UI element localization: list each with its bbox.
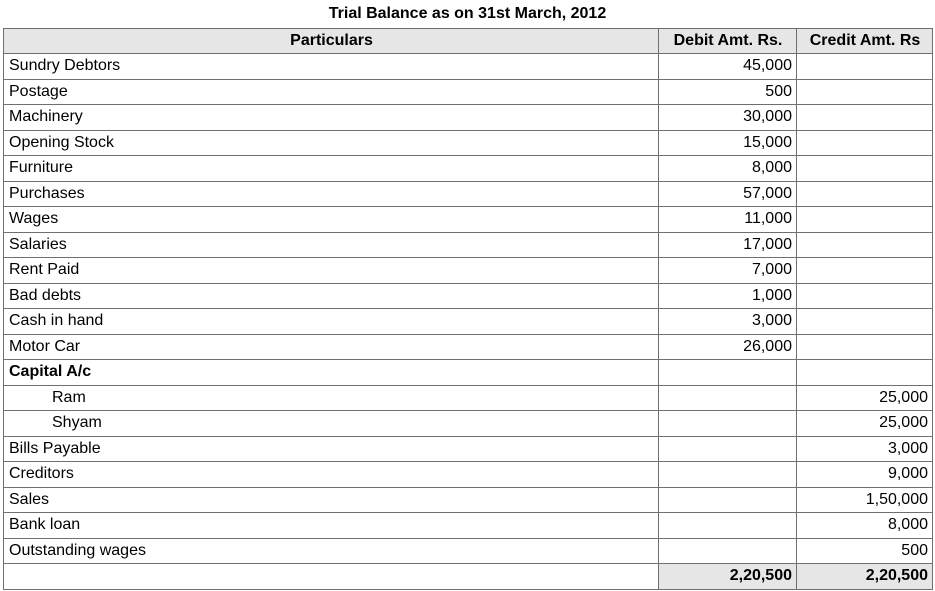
total-label-cell bbox=[4, 564, 659, 590]
table-row bbox=[4, 232, 933, 258]
column-header-particulars: Particulars bbox=[4, 29, 659, 54]
debit-cell bbox=[659, 513, 797, 539]
table-row bbox=[4, 283, 933, 309]
credit-cell bbox=[797, 360, 933, 386]
credit-cell: 25,000 bbox=[797, 385, 933, 411]
credit-cell bbox=[797, 79, 933, 105]
table-row bbox=[4, 156, 933, 182]
column-header-debit: Debit Amt. Rs. bbox=[659, 29, 797, 54]
particulars-cell: Outstanding wages bbox=[4, 538, 659, 564]
debit-cell bbox=[659, 436, 797, 462]
debit-cell: 7,000 bbox=[659, 258, 797, 284]
total-debit-cell: 2,20,500 bbox=[659, 564, 797, 590]
credit-cell bbox=[797, 309, 933, 335]
table-row bbox=[4, 207, 933, 233]
table-row bbox=[4, 309, 933, 335]
column-header-credit: Credit Amt. Rs bbox=[797, 29, 933, 54]
table-row bbox=[4, 79, 933, 105]
debit-cell bbox=[659, 487, 797, 513]
credit-cell: 3,000 bbox=[797, 436, 933, 462]
credit-cell bbox=[797, 283, 933, 309]
debit-cell bbox=[659, 385, 797, 411]
particulars-cell: Machinery bbox=[4, 105, 659, 131]
particulars-cell: Bad debts bbox=[4, 283, 659, 309]
table-row-group-heading bbox=[4, 360, 933, 386]
particulars-cell: Opening Stock bbox=[4, 130, 659, 156]
debit-cell: 17,000 bbox=[659, 232, 797, 258]
credit-cell bbox=[797, 105, 933, 131]
credit-cell bbox=[797, 156, 933, 182]
table-row bbox=[4, 436, 933, 462]
particulars-cell: Ram bbox=[4, 385, 659, 411]
table-row bbox=[4, 487, 933, 513]
particulars-cell: Shyam bbox=[4, 411, 659, 437]
table-row bbox=[4, 411, 933, 437]
table-header-row bbox=[4, 29, 933, 54]
credit-cell: 25,000 bbox=[797, 411, 933, 437]
credit-cell: 8,000 bbox=[797, 513, 933, 539]
table-row bbox=[4, 334, 933, 360]
table-row bbox=[4, 54, 933, 80]
debit-cell: 45,000 bbox=[659, 54, 797, 80]
debit-cell: 11,000 bbox=[659, 207, 797, 233]
table-row bbox=[4, 462, 933, 488]
particulars-cell: Sales bbox=[4, 487, 659, 513]
table-row bbox=[4, 181, 933, 207]
total-row bbox=[4, 564, 933, 590]
particulars-cell: Postage bbox=[4, 79, 659, 105]
debit-cell: 30,000 bbox=[659, 105, 797, 131]
particulars-cell: Cash in hand bbox=[4, 309, 659, 335]
credit-cell bbox=[797, 232, 933, 258]
credit-cell bbox=[797, 181, 933, 207]
credit-cell bbox=[797, 334, 933, 360]
debit-cell: 8,000 bbox=[659, 156, 797, 182]
page-title: Trial Balance as on 31st March, 2012 bbox=[328, 5, 607, 22]
trial-balance-table bbox=[3, 28, 933, 590]
debit-cell: 500 bbox=[659, 79, 797, 105]
credit-cell: 9,000 bbox=[797, 462, 933, 488]
particulars-cell: Creditors bbox=[4, 462, 659, 488]
credit-cell bbox=[797, 258, 933, 284]
debit-cell: 3,000 bbox=[659, 309, 797, 335]
particulars-cell: Purchases bbox=[4, 181, 659, 207]
debit-cell: 57,000 bbox=[659, 181, 797, 207]
particulars-cell: Sundry Debtors bbox=[4, 54, 659, 80]
credit-cell bbox=[797, 207, 933, 233]
credit-cell bbox=[797, 130, 933, 156]
table-row bbox=[4, 105, 933, 131]
table-row bbox=[4, 385, 933, 411]
debit-cell: 15,000 bbox=[659, 130, 797, 156]
credit-cell: 1,50,000 bbox=[797, 487, 933, 513]
debit-cell bbox=[659, 411, 797, 437]
particulars-cell: Furniture bbox=[4, 156, 659, 182]
table-row bbox=[4, 538, 933, 564]
particulars-cell: Rent Paid bbox=[4, 258, 659, 284]
particulars-cell: Bills Payable bbox=[4, 436, 659, 462]
particulars-cell: Capital A/c bbox=[4, 360, 659, 386]
credit-cell: 500 bbox=[797, 538, 933, 564]
debit-cell: 1,000 bbox=[659, 283, 797, 309]
debit-cell bbox=[659, 462, 797, 488]
debit-cell bbox=[659, 360, 797, 386]
table-row bbox=[4, 258, 933, 284]
debit-cell: 26,000 bbox=[659, 334, 797, 360]
debit-cell bbox=[659, 538, 797, 564]
credit-cell bbox=[797, 54, 933, 80]
particulars-cell: Motor Car bbox=[4, 334, 659, 360]
table-row bbox=[4, 130, 933, 156]
particulars-cell: Bank loan bbox=[4, 513, 659, 539]
total-credit-cell: 2,20,500 bbox=[797, 564, 933, 590]
table-row bbox=[4, 513, 933, 539]
particulars-cell: Salaries bbox=[4, 232, 659, 258]
particulars-cell: Wages bbox=[4, 207, 659, 233]
